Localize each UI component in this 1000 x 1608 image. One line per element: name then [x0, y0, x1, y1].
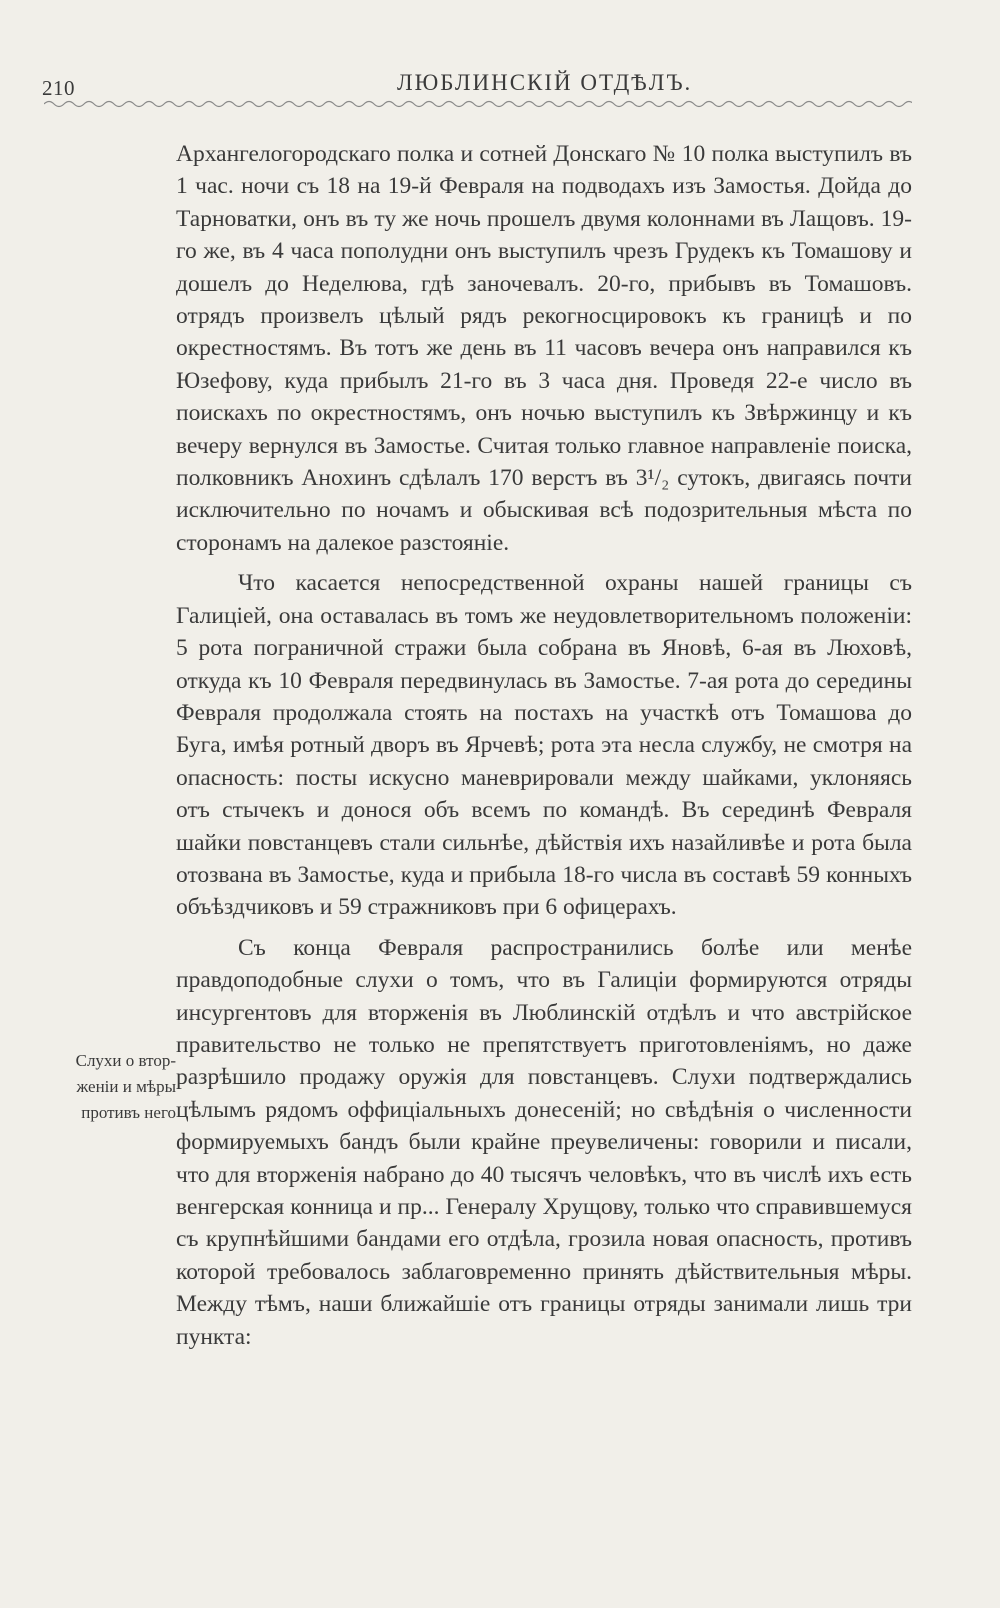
paragraph: Архангелогородскаго полка и сотней Донскаго № 10 полка выступилъ въ 1 час. ночи съ 18 на 19-й Февраля на подводахъ изъ Замостья. Дойда до Тарноватки, онъ въ ту же ночь прошелъ двумя колоннами въ Лащовъ. 19-го же, въ 4 часа пополудни онъ выступилъ чрезъ Грудекъ къ Томашову и дошелъ до Неделюва, гдѣ заночевалъ. 20-го, прибывъ въ Томашовъ. отрядъ произвелъ цѣлый рядъ рекогносцировокъ къ границѣ и по окрестностямъ. Въ тотъ же день въ 11 часовъ вечера онъ направился къ Юзефову, куда прибылъ 21-го въ 3 часа дня. Проведя 22-е число въ поискахъ по окрестностямъ, онъ ночью выступилъ къ Звѣржинцу и къ вечеру вернулся въ Замостье. Считая только главное направленіе поиска, полковникъ Анохинъ сдѣлалъ 170 верстъ въ 3¹/₂ сутокъ, двигаясь почти исключительно по ночамъ и обыскивая всѣ подозрительныя мѣста по сторонамъ на далекое разстояніе.	[176, 141, 912, 556]
running-head: ЛЮБЛИНСКІЙ ОТДѢЛЪ.	[397, 70, 693, 95]
margin-note-line: противъ него	[81, 1103, 176, 1122]
paragraph: Съ конца Февраля распространились болѣе или менѣе правдоподобные слухи о томъ, что въ Галиціи формируются отряды инсургентовъ для вторженія въ Люблинскій отдѣлъ и что австрійское правительство не только не препятствуетъ приготовленіямъ, но даже разрѣшило продажу оружія для повстанцевъ. Слухи подтверждались цѣлымъ рядомъ оффиціальныхъ донесеній; но свѣдѣнія о численности формируемыхъ бандъ были крайне преувеличены: говорили и писали, что для вторженія набрано до 40 тысячъ человѣкъ, что въ числѣ ихъ есть венгерская конница и пр... Генералу Хрущову, только что справившемуся съ крупнѣйшими бандами его отдѣла, грозила новая опасность, противъ которой требовалось заблаговременно принять дѣйствительныя мѣры. Между тѣмъ, наши ближайшіе отъ границы отряды занимали лишь три пункта:	[176, 934, 912, 1350]
margin-note-line: женіи и мѣры	[76, 1077, 176, 1096]
margin-note-line: Слухи о втор-	[75, 1051, 176, 1070]
margin-note	[52, 1048, 176, 1126]
wavy-rule	[44, 98, 912, 110]
paragraph: Что касается непосредственной охраны нашей границы съ Галиціей, она оставалась въ томъ же неудовлетворительномъ положеніи: 5 рота пограничной стражи была собрана въ Яновѣ, 6-ая въ Люховѣ, откуда къ 10 Февраля передвинулась въ Замостье. 7-ая рота до середины Февраля продолжала стоять на постахъ на участкѣ отъ Томашова до Буга, имѣя ротный дворъ въ Ярчевѣ; рота эта несла службу, не смотря на опасность: посты искусно маневрировали между шайками, уклоняясь отъ стычекъ и донося объ всемъ по командѣ. Въ серединѣ Февраля шайки повстанцевъ стали сильнѣе, дѣйствія ихъ назайливѣе и рота была отозвана въ Замостье, куда и прибыла 18-го числа въ составѣ 59 конныхъ объѣздчиковъ и 59 стражниковъ при 6 офицерахъ.	[176, 570, 912, 921]
page-number: 210	[42, 76, 75, 100]
body-text	[176, 138, 912, 1353]
